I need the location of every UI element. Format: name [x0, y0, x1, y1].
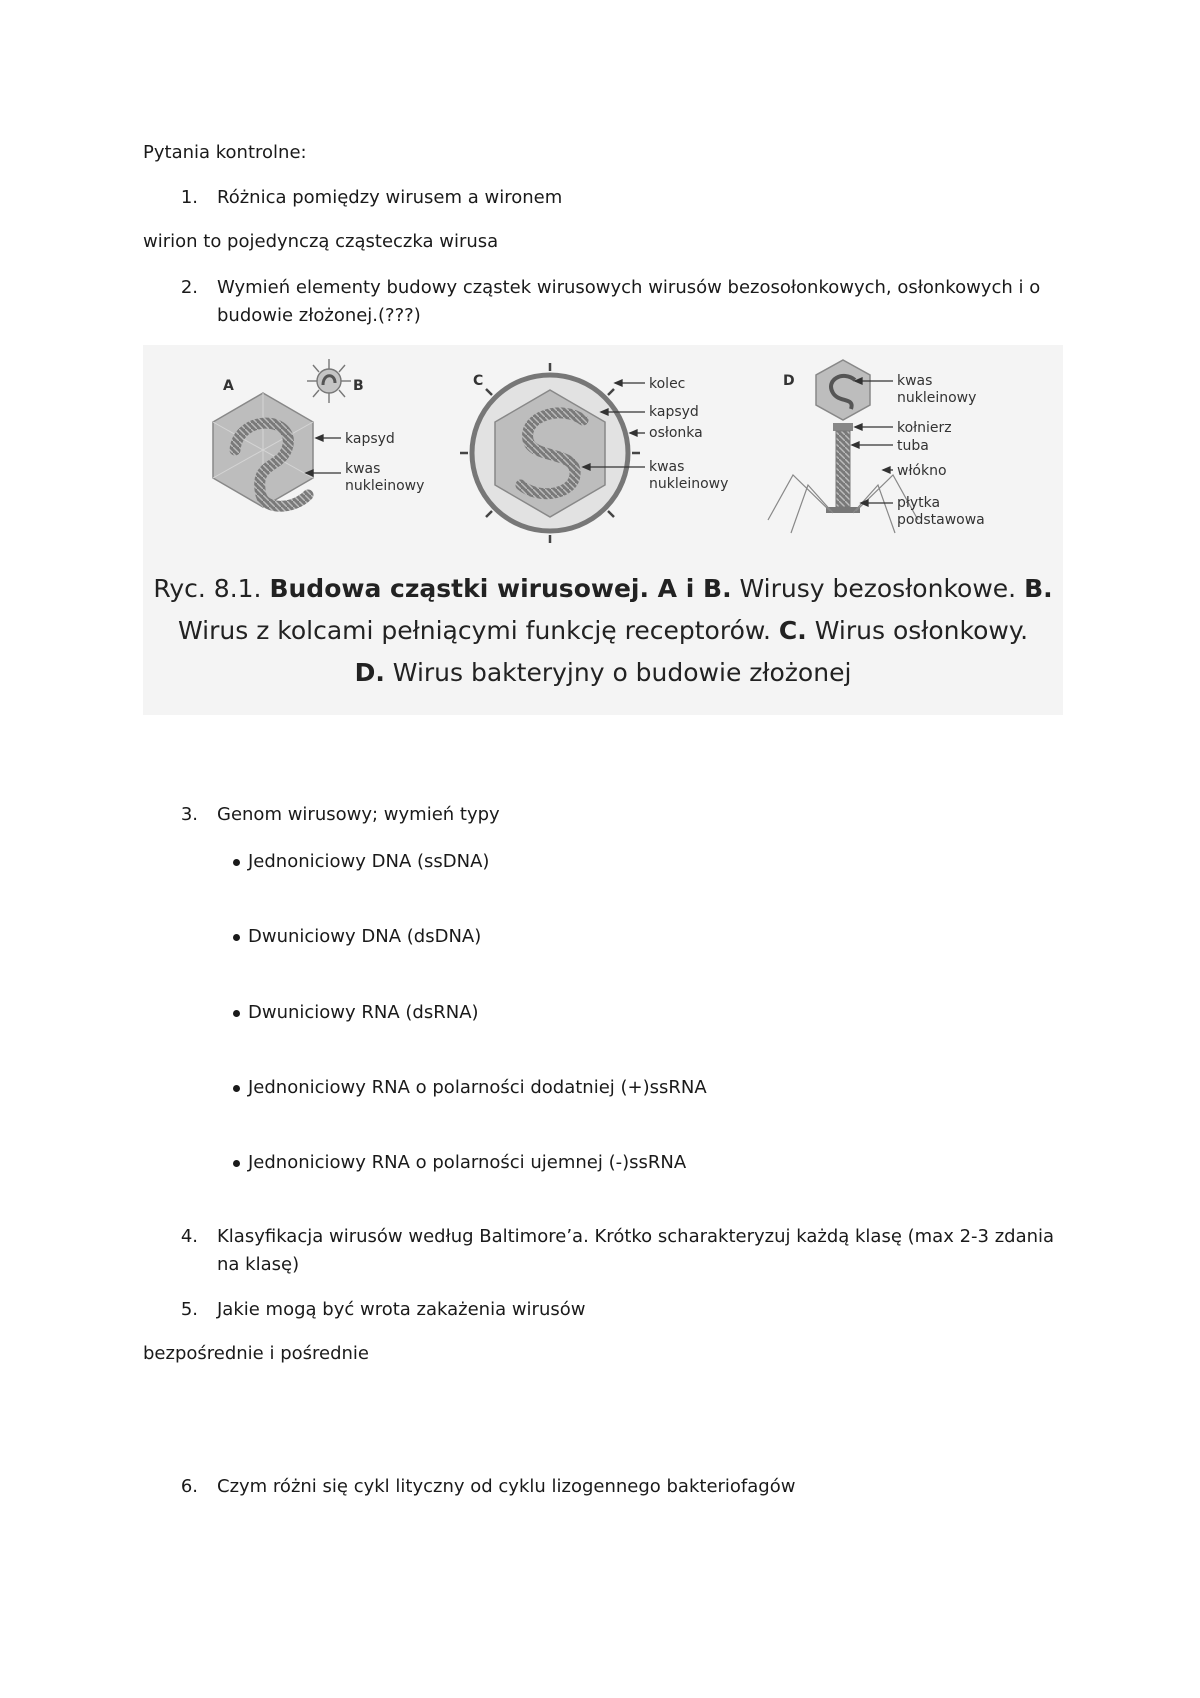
question-number: 1. — [180, 187, 198, 208]
label-collar: kołnierz — [897, 420, 952, 436]
genome-type: Jednoniciowy RNA o polarności dodatniej (+)ssRNA — [248, 1077, 707, 1098]
question-5: Jakie mogą być wrota zakażenia wirusów — [217, 1299, 586, 1320]
label-nucleic-d-1: kwas — [897, 373, 933, 389]
panel-letter-d: D — [783, 373, 795, 389]
genome-type: Jednoniciowy RNA o polarności ujemnej (-)ssRNA — [248, 1152, 687, 1173]
question-2-line1: Wymień elementy budowy cząstek wirusowych wirusów bezosołonkowych, osłonkowych i o — [217, 277, 1041, 298]
question-2-line2: budowie złożonej.(???) — [217, 305, 421, 326]
label-plate-2: podstawowa — [897, 512, 985, 528]
label-nucleic-c-2: nukleinowy — [649, 476, 729, 492]
figure-caption-line2: Wirus z kolcami pełniącymi funkcję receptorów. C. Wirus osłonkowy. — [177, 616, 1029, 645]
figure-caption-line1: Ryc. 8.1. Budowa cząstki wirusowej. A i B. Wirusy bezosłonkowe. B. — [153, 574, 1053, 603]
question-number: 6. — [180, 1476, 198, 1497]
label-fiber: włókno — [897, 463, 947, 479]
label-capsid-c: kapsyd — [649, 404, 699, 420]
label-tube: tuba — [897, 438, 929, 454]
question-1: Różnica pomiędzy wirusem a wironem — [217, 187, 563, 208]
bullet-icon — [233, 1160, 240, 1167]
answer-5: bezpośrednie i pośrednie — [143, 1343, 370, 1364]
phage-collar-icon — [833, 423, 853, 431]
spiked-virus-icon — [307, 359, 351, 403]
label-nucleic-a-2: nukleinowy — [345, 478, 425, 494]
figure-caption-line3: D. Wirus bakteryjny o budowie złożonej — [354, 658, 852, 687]
virus-structure-figure — [143, 345, 1063, 715]
genome-type: Dwuniciowy RNA (dsRNA) — [248, 1002, 479, 1023]
bullet-icon — [233, 1085, 240, 1092]
panel-letter-a: A — [223, 378, 234, 394]
question-number: 4. — [180, 1226, 198, 1247]
genome-type: Jednoniciowy DNA (ssDNA) — [248, 851, 490, 872]
question-number: 3. — [180, 804, 198, 825]
heading: Pytania kontrolne: — [143, 142, 307, 163]
panel-letter-c: C — [473, 373, 484, 389]
phage-tube-icon — [836, 431, 850, 507]
label-nucleic-d-2: nukleinowy — [897, 390, 977, 406]
label-envelope: osłonka — [649, 425, 703, 441]
label-spike: kolec — [649, 376, 686, 392]
bullet-icon — [233, 859, 240, 866]
label-nucleic-a-1: kwas — [345, 461, 381, 477]
bullet-icon — [233, 934, 240, 941]
answer-1: wirion to pojedynczą cząsteczka wirusa — [143, 231, 499, 252]
question-4-line1: Klasyfikacja wirusów według Baltimore’a. Krótko scharakteryzuj każdą klasę (max 2-3 zdania — [217, 1226, 1055, 1247]
genome-type: Dwuniciowy DNA (dsDNA) — [248, 926, 482, 947]
question-3: Genom wirusowy; wymień typy — [217, 804, 500, 825]
label-plate-1: płytka — [897, 495, 941, 511]
panel-letter-b: B — [353, 378, 364, 394]
question-6: Czym różni się cykl lityczny od cyklu lizogennego bakteriofagów — [217, 1476, 796, 1497]
bullet-icon — [233, 1010, 240, 1017]
question-number: 5. — [180, 1299, 198, 1320]
label-nucleic-c-1: kwas — [649, 459, 685, 475]
question-4-line2: na klasę) — [217, 1254, 300, 1275]
question-number: 2. — [180, 277, 198, 298]
label-capsid-a: kapsyd — [345, 431, 395, 447]
